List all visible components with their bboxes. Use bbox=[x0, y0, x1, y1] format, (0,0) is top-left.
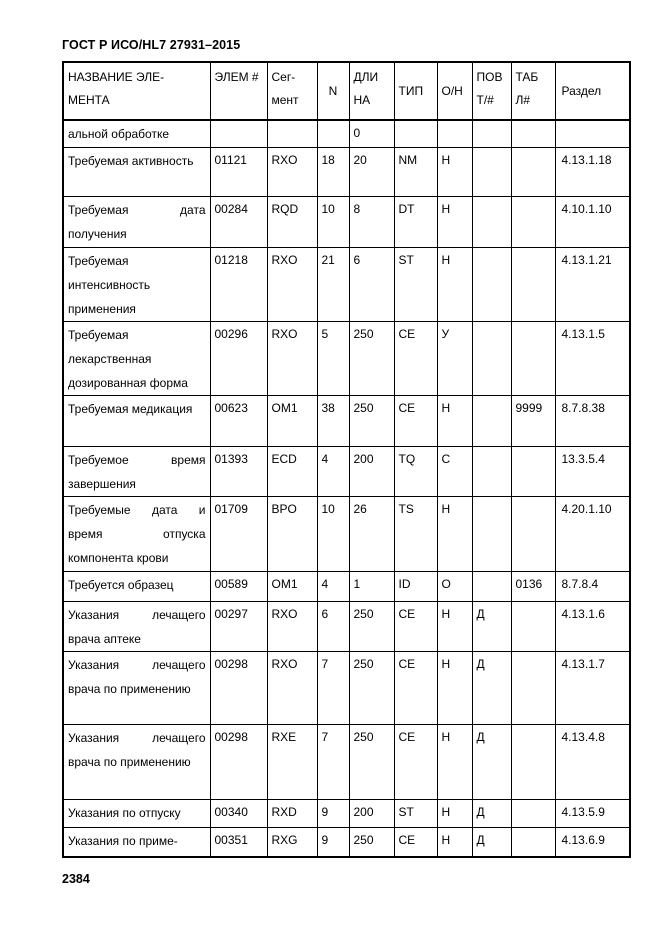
cell-name bbox=[63, 724, 210, 799]
cell-rep bbox=[472, 724, 511, 799]
col-header-opt: О/Н bbox=[437, 62, 472, 120]
elem-text: 01709 bbox=[214, 501, 248, 516]
cell-section bbox=[555, 827, 630, 857]
segment-text: RXG bbox=[271, 832, 298, 847]
type-text: ST bbox=[398, 252, 414, 267]
cell-length bbox=[349, 601, 394, 651]
n-text: 10 bbox=[321, 201, 335, 216]
cell-n bbox=[317, 120, 349, 147]
col-header-segment: Сег-мент bbox=[267, 62, 317, 120]
cell-name bbox=[63, 601, 210, 651]
elem-text: 00298 bbox=[214, 729, 248, 744]
cell-type bbox=[394, 196, 437, 247]
cell-tbl bbox=[511, 321, 555, 395]
cell-name bbox=[63, 147, 210, 196]
cell-section bbox=[555, 147, 630, 196]
section-text: 4.13.1.7 bbox=[561, 656, 605, 671]
type-text: CE bbox=[398, 729, 416, 744]
elem-text: 01218 bbox=[214, 252, 248, 267]
cell-name bbox=[63, 321, 210, 395]
cell-length bbox=[349, 799, 394, 827]
table-row bbox=[63, 247, 630, 321]
table-row bbox=[63, 724, 630, 799]
cell-opt bbox=[437, 651, 472, 724]
length-text: 20 bbox=[353, 152, 367, 167]
table-row bbox=[63, 321, 630, 395]
cell-type bbox=[394, 395, 437, 446]
col-header-section: Раздел bbox=[555, 62, 630, 120]
section-text: 8.7.8.38 bbox=[561, 400, 605, 415]
cell-tbl bbox=[511, 827, 555, 857]
length-text: 8 bbox=[353, 201, 361, 216]
elem-text: 00284 bbox=[214, 201, 248, 216]
rep-text: Д bbox=[476, 656, 485, 671]
cell-segment bbox=[267, 724, 317, 799]
opt-text: Н bbox=[441, 152, 451, 167]
cell-section bbox=[555, 446, 630, 496]
opt-text: О bbox=[441, 576, 451, 591]
col-header-tbl: ТАБ Л# bbox=[511, 62, 555, 120]
n-text: 21 bbox=[321, 252, 335, 267]
name-text: Требуемая медикация bbox=[68, 401, 193, 416]
cell-length bbox=[349, 446, 394, 496]
elem-text: 00351 bbox=[214, 832, 248, 847]
cell-opt bbox=[437, 799, 472, 827]
section-text: 4.20.1.10 bbox=[561, 501, 612, 516]
cell-segment bbox=[267, 651, 317, 724]
cell-type bbox=[394, 601, 437, 651]
cell-n bbox=[317, 395, 349, 446]
cell-elem bbox=[210, 571, 267, 601]
elem-text: 00297 bbox=[214, 606, 248, 621]
cell-rep bbox=[472, 496, 511, 571]
cell-rep bbox=[472, 120, 511, 147]
cell-tbl bbox=[511, 651, 555, 724]
cell-tbl bbox=[511, 724, 555, 799]
name-text: Требуемая дата получения bbox=[68, 202, 206, 241]
rep-text: Д bbox=[476, 804, 485, 819]
cell-segment bbox=[267, 827, 317, 857]
cell-segment bbox=[267, 446, 317, 496]
cell-rep bbox=[472, 247, 511, 321]
cell-opt bbox=[437, 395, 472, 446]
cell-name bbox=[63, 395, 210, 446]
cell-opt bbox=[437, 247, 472, 321]
cell-section bbox=[555, 196, 630, 247]
cell-opt bbox=[437, 147, 472, 196]
cell-n bbox=[317, 799, 349, 827]
cell-rep bbox=[472, 601, 511, 651]
cell-segment bbox=[267, 395, 317, 446]
cell-tbl bbox=[511, 496, 555, 571]
length-text: 6 bbox=[353, 252, 361, 267]
rep-text: Д bbox=[476, 832, 485, 847]
cell-n bbox=[317, 196, 349, 247]
cell-length bbox=[349, 651, 394, 724]
table-row bbox=[63, 571, 630, 601]
section-text: 4.10.1.10 bbox=[561, 201, 612, 216]
n-text: 18 bbox=[321, 152, 335, 167]
elem-text: 00298 bbox=[214, 656, 248, 671]
cell-section bbox=[555, 724, 630, 799]
cell-elem bbox=[210, 247, 267, 321]
opt-text: Н bbox=[441, 832, 451, 847]
table-row bbox=[63, 446, 630, 496]
cell-segment bbox=[267, 601, 317, 651]
rep-text: Д bbox=[476, 606, 485, 621]
name-text: Требуемые дата и время отпуска компонента крови bbox=[68, 502, 206, 565]
type-text: CE bbox=[398, 606, 416, 621]
elem-text: 01393 bbox=[214, 451, 248, 466]
n-text: 38 bbox=[321, 400, 335, 415]
table-row bbox=[63, 827, 630, 857]
cell-name bbox=[63, 446, 210, 496]
cell-tbl bbox=[511, 446, 555, 496]
type-text: CE bbox=[398, 832, 416, 847]
cell-type bbox=[394, 147, 437, 196]
page-number: 2384 bbox=[62, 872, 90, 886]
table-row bbox=[63, 120, 630, 147]
section-text: 4.13.4.8 bbox=[561, 729, 605, 744]
opt-text: Н bbox=[441, 501, 451, 516]
cell-length bbox=[349, 724, 394, 799]
table-row bbox=[63, 799, 630, 827]
cell-elem bbox=[210, 724, 267, 799]
col-header-n: N bbox=[317, 62, 349, 120]
cell-length bbox=[349, 496, 394, 571]
length-text: 250 bbox=[353, 832, 374, 847]
name-text: Указания по отпуску bbox=[68, 805, 181, 820]
cell-section bbox=[555, 120, 630, 147]
type-text: ID bbox=[398, 576, 411, 591]
cell-n bbox=[317, 601, 349, 651]
cell-segment bbox=[267, 147, 317, 196]
cell-segment bbox=[267, 799, 317, 827]
opt-text: У bbox=[441, 326, 450, 341]
name-text: Требуемое время завершения bbox=[68, 452, 206, 491]
length-text: 250 bbox=[353, 400, 374, 415]
cell-type bbox=[394, 571, 437, 601]
cell-name bbox=[63, 120, 210, 147]
cell-length bbox=[349, 827, 394, 857]
n-text: 7 bbox=[321, 729, 329, 744]
opt-text: Н bbox=[441, 201, 451, 216]
cell-n bbox=[317, 321, 349, 395]
cell-name bbox=[63, 571, 210, 601]
type-text: DT bbox=[398, 201, 415, 216]
cell-type bbox=[394, 496, 437, 571]
cell-opt bbox=[437, 571, 472, 601]
cell-rep bbox=[472, 799, 511, 827]
section-text: 8.7.8.4 bbox=[561, 576, 599, 591]
cell-type bbox=[394, 724, 437, 799]
cell-tbl bbox=[511, 571, 555, 601]
name-text: Указания лечащего врача аптеке bbox=[68, 607, 206, 646]
cell-tbl bbox=[511, 601, 555, 651]
cell-segment bbox=[267, 571, 317, 601]
cell-length bbox=[349, 395, 394, 446]
name-text: Требуемая лекарственная дозированная форма bbox=[68, 327, 188, 390]
length-text: 200 bbox=[353, 451, 374, 466]
type-text: CE bbox=[398, 656, 416, 671]
cell-segment bbox=[267, 321, 317, 395]
cell-tbl bbox=[511, 247, 555, 321]
cell-section bbox=[555, 496, 630, 571]
cell-tbl bbox=[511, 395, 555, 446]
cell-section bbox=[555, 247, 630, 321]
length-text: 26 bbox=[353, 501, 367, 516]
segment-text: RXE bbox=[271, 729, 297, 744]
cell-length bbox=[349, 571, 394, 601]
type-text: ST bbox=[398, 804, 414, 819]
name-text: альной обработке bbox=[68, 127, 169, 141]
cell-segment bbox=[267, 196, 317, 247]
cell-elem bbox=[210, 827, 267, 857]
cell-opt bbox=[437, 724, 472, 799]
type-text: TS bbox=[398, 501, 414, 516]
col-header-length: ДЛИ НА bbox=[349, 62, 394, 120]
cell-tbl bbox=[511, 196, 555, 247]
segment-text: RXO bbox=[271, 152, 298, 167]
cell-name bbox=[63, 799, 210, 827]
length-text: 250 bbox=[353, 326, 374, 341]
cell-elem bbox=[210, 799, 267, 827]
cell-rep bbox=[472, 196, 511, 247]
elem-text: 00589 bbox=[214, 576, 248, 591]
cell-type bbox=[394, 446, 437, 496]
col-header-elem: ЭЛЕМ # bbox=[210, 62, 267, 120]
cell-opt bbox=[437, 120, 472, 147]
section-text: 4.13.6.9 bbox=[561, 832, 605, 847]
n-text: 10 bbox=[321, 501, 335, 516]
cell-tbl bbox=[511, 120, 555, 147]
cell-rep bbox=[472, 395, 511, 446]
name-text: Требуемая интенсивность применения bbox=[68, 253, 151, 316]
segment-text: BPO bbox=[271, 501, 297, 516]
col-header-type: ТИП bbox=[394, 62, 437, 120]
table-row bbox=[63, 496, 630, 571]
rep-text: Д bbox=[476, 729, 485, 744]
section-text: 4.13.1.18 bbox=[561, 152, 612, 167]
length-text: 200 bbox=[353, 804, 374, 819]
section-text: 4.13.1.6 bbox=[561, 606, 605, 621]
opt-text: Н bbox=[441, 729, 451, 744]
cell-elem bbox=[210, 395, 267, 446]
name-text: Требуемая активность bbox=[68, 153, 194, 168]
n-text: 4 bbox=[321, 576, 329, 591]
n-text: 9 bbox=[321, 804, 329, 819]
name-text: Требуется образец bbox=[68, 577, 174, 592]
type-text: TQ bbox=[398, 451, 416, 466]
table-row bbox=[63, 147, 630, 196]
segment-text: OM1 bbox=[271, 400, 298, 415]
opt-text: Н bbox=[441, 252, 451, 267]
type-text: NM bbox=[398, 152, 418, 167]
cell-type bbox=[394, 120, 437, 147]
section-text: 13.3.5.4 bbox=[561, 451, 605, 466]
segment-text: RXO bbox=[271, 326, 298, 341]
n-text: 4 bbox=[321, 451, 329, 466]
cell-rep bbox=[472, 446, 511, 496]
cell-opt bbox=[437, 446, 472, 496]
col-header-rep: ПОВ Т/# bbox=[472, 62, 511, 120]
cell-section bbox=[555, 651, 630, 724]
segment-text: ECD bbox=[271, 451, 297, 466]
cell-n bbox=[317, 827, 349, 857]
cell-n bbox=[317, 571, 349, 601]
opt-text: Н bbox=[441, 656, 451, 671]
cell-n bbox=[317, 724, 349, 799]
name-text: Указания лечащего врача по применению bbox=[68, 730, 206, 769]
cell-elem bbox=[210, 196, 267, 247]
cell-type bbox=[394, 827, 437, 857]
cell-n bbox=[317, 147, 349, 196]
section-text: 4.13.1.21 bbox=[561, 252, 612, 267]
segment-text: RQD bbox=[271, 201, 299, 216]
length-text: 0 bbox=[353, 126, 361, 140]
cell-opt bbox=[437, 601, 472, 651]
cell-segment bbox=[267, 496, 317, 571]
type-text: CE bbox=[398, 326, 416, 341]
opt-text: Н bbox=[441, 804, 451, 819]
cell-opt bbox=[437, 196, 472, 247]
cell-elem bbox=[210, 321, 267, 395]
table-row bbox=[63, 395, 630, 446]
segment-text: RXO bbox=[271, 606, 298, 621]
section-text: 4.13.5.9 bbox=[561, 804, 605, 819]
cell-elem bbox=[210, 120, 267, 147]
cell-section bbox=[555, 395, 630, 446]
cell-length bbox=[349, 247, 394, 321]
cell-name bbox=[63, 651, 210, 724]
n-text: 7 bbox=[321, 656, 329, 671]
cell-n bbox=[317, 496, 349, 571]
cell-type bbox=[394, 321, 437, 395]
segment-text: RXD bbox=[271, 804, 297, 819]
segment-text: OM1 bbox=[271, 576, 298, 591]
cell-section bbox=[555, 321, 630, 395]
name-text: Указания лечащего врача по применению bbox=[68, 657, 206, 696]
table-row bbox=[63, 601, 630, 651]
n-text: 6 bbox=[321, 606, 329, 621]
cell-elem bbox=[210, 496, 267, 571]
cell-type bbox=[394, 651, 437, 724]
length-text: 1 bbox=[353, 576, 361, 591]
n-text: 5 bbox=[321, 326, 329, 341]
section-text: 4.13.1.5 bbox=[561, 326, 605, 341]
cell-length bbox=[349, 120, 394, 147]
cell-section bbox=[555, 601, 630, 651]
elem-text: 01121 bbox=[214, 152, 247, 167]
table-row bbox=[63, 651, 630, 724]
document-title: ГОСТ Р ИСО/HL7 27931–2015 bbox=[62, 38, 241, 52]
cell-n bbox=[317, 247, 349, 321]
cell-rep bbox=[472, 571, 511, 601]
tbl-text: 0136 bbox=[515, 576, 543, 591]
cell-name bbox=[63, 496, 210, 571]
cell-length bbox=[349, 196, 394, 247]
length-text: 250 bbox=[353, 656, 374, 671]
length-text: 250 bbox=[353, 606, 374, 621]
cell-opt bbox=[437, 827, 472, 857]
elem-text: 00340 bbox=[214, 804, 248, 819]
cell-tbl bbox=[511, 799, 555, 827]
cell-tbl bbox=[511, 147, 555, 196]
data-element-table bbox=[62, 61, 631, 858]
segment-text: RXO bbox=[271, 656, 298, 671]
tbl-text: 9999 bbox=[515, 400, 543, 415]
elem-text: 00623 bbox=[214, 400, 248, 415]
name-text: Указания по приме- bbox=[68, 833, 178, 848]
cell-section bbox=[555, 571, 630, 601]
col-header-name: НАЗВАНИЕ ЭЛЕ-МЕНТА bbox=[63, 62, 210, 120]
cell-elem bbox=[210, 651, 267, 724]
elem-text: 00296 bbox=[214, 326, 248, 341]
cell-opt bbox=[437, 321, 472, 395]
cell-opt bbox=[437, 496, 472, 571]
table-header-row bbox=[63, 62, 630, 120]
cell-section bbox=[555, 799, 630, 827]
table-row bbox=[63, 196, 630, 247]
cell-name bbox=[63, 827, 210, 857]
cell-type bbox=[394, 247, 437, 321]
cell-elem bbox=[210, 446, 267, 496]
cell-segment bbox=[267, 120, 317, 147]
n-text: 9 bbox=[321, 832, 329, 847]
opt-text: Н bbox=[441, 400, 451, 415]
cell-elem bbox=[210, 601, 267, 651]
cell-rep bbox=[472, 321, 511, 395]
cell-length bbox=[349, 147, 394, 196]
cell-rep bbox=[472, 147, 511, 196]
cell-name bbox=[63, 247, 210, 321]
opt-text: Н bbox=[441, 606, 451, 621]
cell-length bbox=[349, 321, 394, 395]
cell-name bbox=[63, 196, 210, 247]
cell-n bbox=[317, 651, 349, 724]
opt-text: С bbox=[441, 451, 451, 466]
cell-segment bbox=[267, 247, 317, 321]
cell-type bbox=[394, 799, 437, 827]
cell-rep bbox=[472, 651, 511, 724]
type-text: CE bbox=[398, 400, 416, 415]
cell-rep bbox=[472, 827, 511, 857]
cell-elem bbox=[210, 147, 267, 196]
segment-text: RXO bbox=[271, 252, 298, 267]
length-text: 250 bbox=[353, 729, 374, 744]
cell-n bbox=[317, 446, 349, 496]
